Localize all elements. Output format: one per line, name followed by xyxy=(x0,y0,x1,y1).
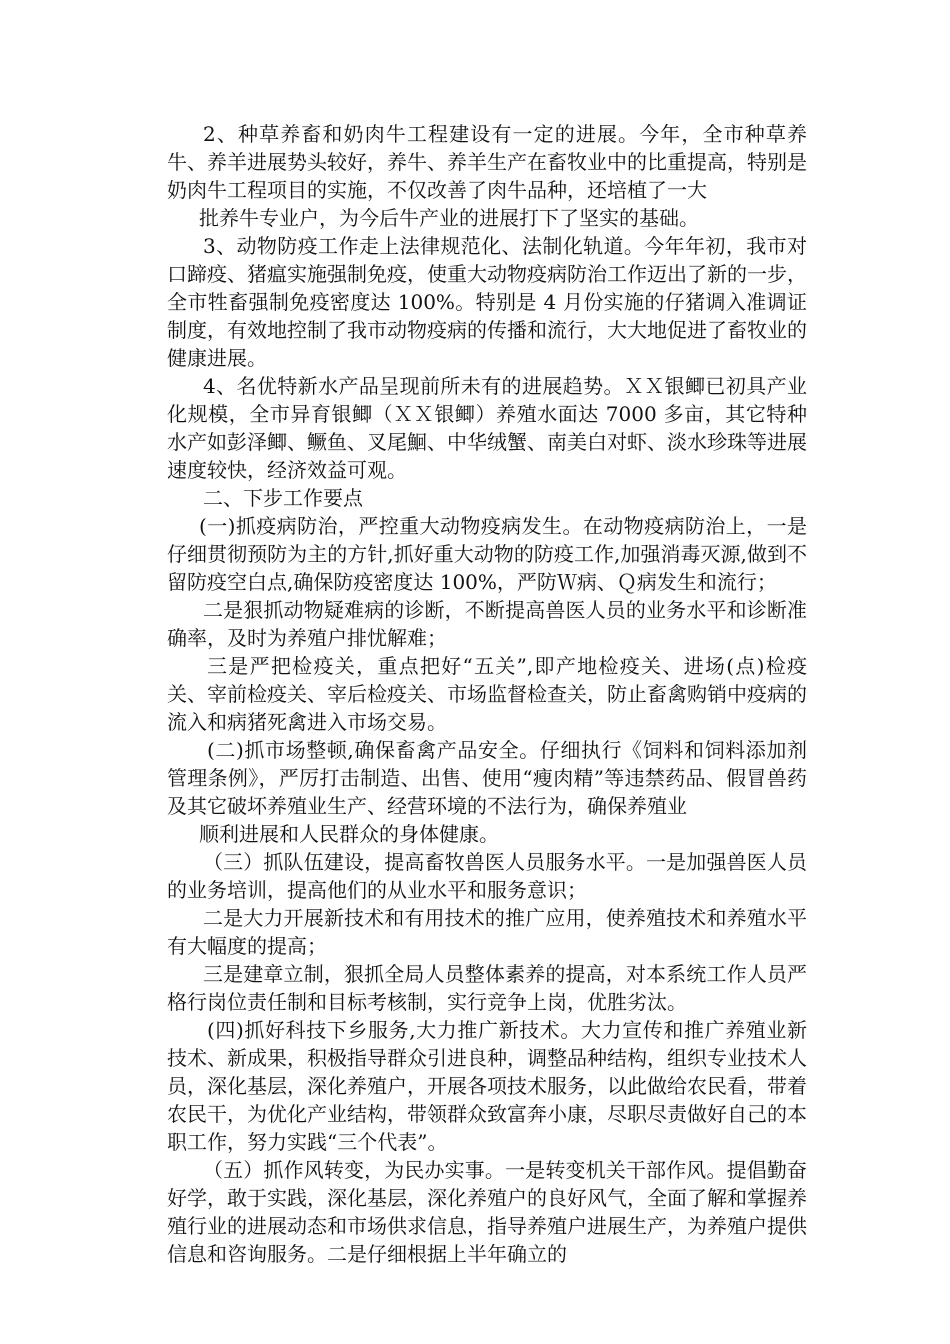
paragraph-epidemic-control: (一)抓疫病防治，严控重大动物疫病发生。在动物疫病防治上，一是仔细贯彻预防为主的方针,抓好重大动物的防疫工作,加强消毒灭源,做到不留防疫空白点,确保防疫密度达 100%，严防Ｗ病、Ｑ病发生和流行； xyxy=(167,514,807,594)
paragraph-animal-epidemic-prevention: 3、动物防疫工作走上法律规范化、法制化轨道。今年年初，我市对口蹄疫、猪瘟实施强制免疫，使重大动物疫病防治工作迈出了新的一步，全市牲畜强制免疫密度达 100%。特别是 4 月份实施的仔猪调入准调证制度，有效地控制了我市动物疫病的传播和流行，大大地促进了畜牧业的健康进展。 xyxy=(167,234,807,370)
paragraph-difficult-disease-diagnosis: 二是狠抓动物疑难病的诊断，不断提高兽医人员的业务水平和诊断准确率，及时为养殖户排忧解难； xyxy=(167,598,807,650)
paragraph-market-regulation: (二)抓市场整顿,确保畜禽产品安全。仔细执行《饲料和饲料添加剂管理条例》，严厉打击制造、出售、使用“瘦肉精”等违禁药品、假冒兽药及其它破坏养殖业生产、经营环境的不法行为，确保养殖业 xyxy=(167,738,807,818)
paragraph-aquatic-products: 4、名优特新水产品呈现前所未有的进展趋势。ＸＸ银鲫已初具产业化规模，全市异育银鲫（ＸＸ银鲫）养殖水面达 7000 多亩，其它特种水产如彭泽鲫、鳜鱼、叉尾鮰、中华绒蟹、南美白对虾、淡水珍珠等进展速度较快，经济效益可观。 xyxy=(167,374,807,482)
paragraph-rules-and-regulations: 三是建章立制，狠抓全局人员整体素养的提高，对本系统工作人员严格行岗位责任制和目标考核制，实行竞争上岗，优胜劣汰。 xyxy=(167,962,807,1014)
paragraph-work-style: （五）抓作风转变，为民办实事。一是转变机关干部作风。提倡勤奋好学，敢于实践，深化基层，深化养殖户的良好风气，全面了解和掌握养殖行业的进展动态和市场供求信息，指导养殖户进展生产，为养殖户提供信息和咨询服务。二是仔细根据上半年确立的 xyxy=(167,1158,807,1266)
paragraph-market-regulation-continued: 顺利进展和人民群众的身体健康。 xyxy=(199,822,499,846)
section-heading-next-steps: 二、下步工作要点 xyxy=(203,486,363,510)
paragraph-team-building: （三）抓队伍建设，提高畜牧兽医人员服务水平。一是加强兽医人员的业务培训，提高他们的从业水平和服务意识； xyxy=(167,850,807,902)
paragraph-grass-livestock-continued: 批养牛专业户，为今后牛产业的进展打下了坚实的基础。 xyxy=(199,206,699,230)
paragraph-grass-livestock: 2、种草养畜和奶肉牛工程建设有一定的进展。今年，全市种草养牛、养羊进展势头较好，养牛、养羊生产在畜牧业中的比重提高，特别是奶肉牛工程项目的实施，不仅改善了肉牛品种，还培植了一大 xyxy=(167,122,807,202)
document-body xyxy=(167,120,807,1268)
paragraph-technology-promotion: 二是大力开展新技术和有用技术的推广应用，使养殖技术和养殖水平有大幅度的提高； xyxy=(167,906,807,958)
paragraph-science-technology-service: (四)抓好科技下乡服务,大力推广新技术。大力宣传和推广养殖业新技术、新成果，积极指导群众引进良种，调整品种结构，组织专业技术人员，深化基层，深化养殖户，开展各项技术服务，以此做给农民看，带着农民干，为优化产业结构，带领群众致富奔小康，尽职尽责做好自己的本职工作，努力实践“三个代表”。 xyxy=(167,1018,807,1154)
paragraph-quarantine: 三是严把检疫关，重点把好“五关”,即产地检疫关、进场(点)检疫关、宰前检疫关、宰后检疫关、市场监督检查关，防止畜禽购销中疫病的流入和病猪死禽进入市场交易。 xyxy=(167,654,807,734)
